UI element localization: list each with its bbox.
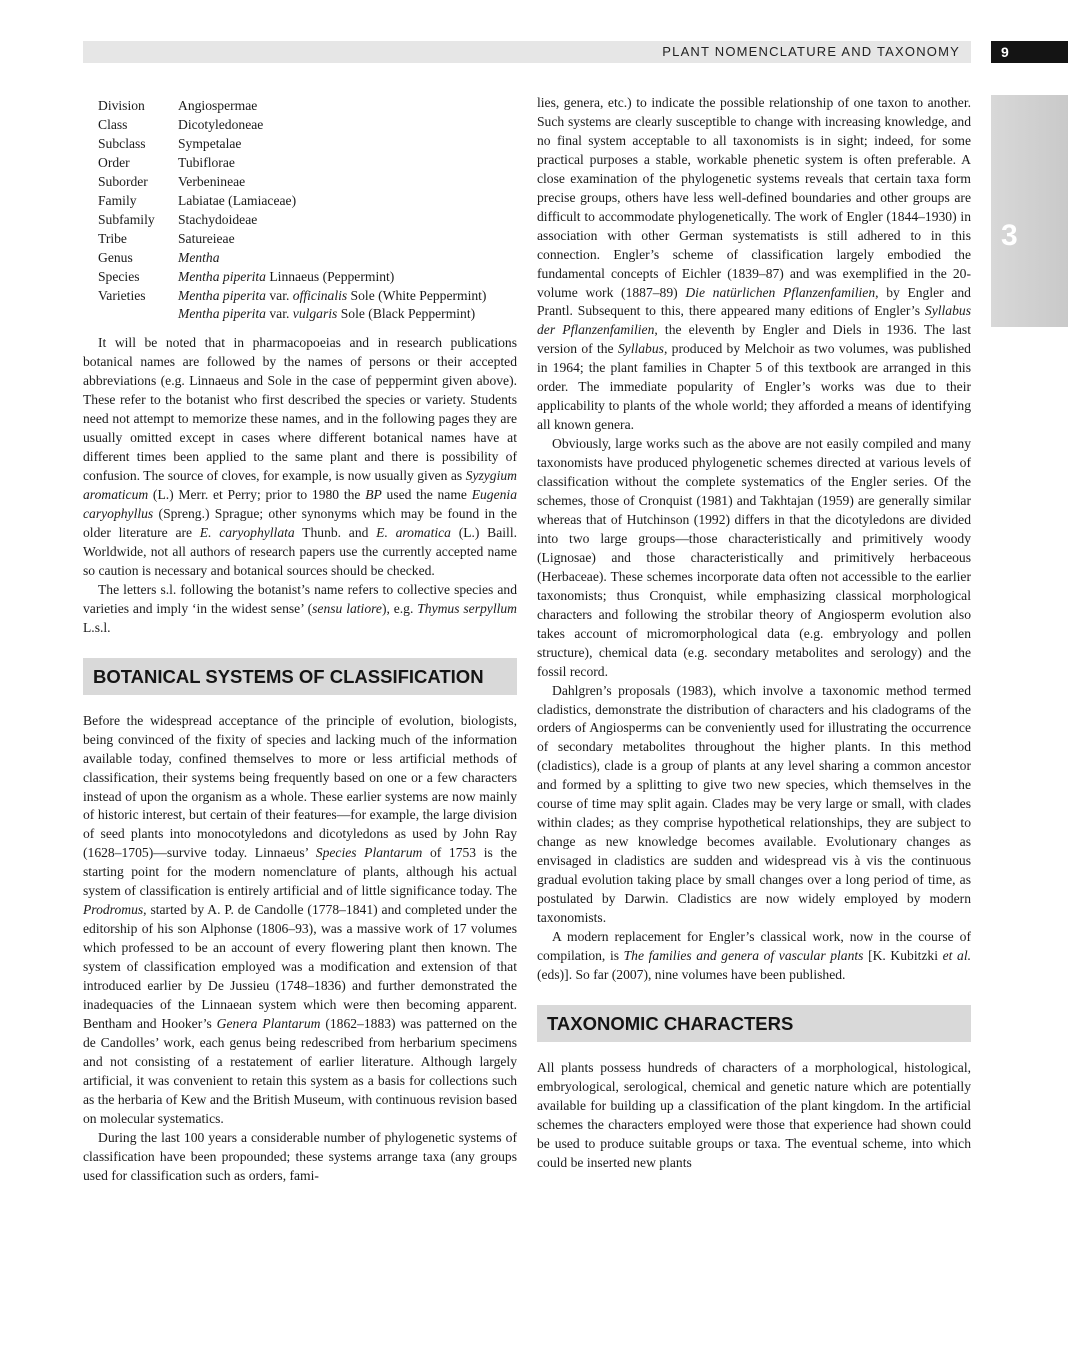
left-column: [83, 94, 517, 1186]
running-head: PLANT NOMENCLATURE AND TAXONOMY: [662, 44, 960, 59]
rank-label: Subclass: [98, 135, 146, 151]
classification-row: [98, 305, 486, 324]
classification-row: [98, 97, 486, 116]
taxon-name: Dicotyledoneae: [178, 116, 264, 132]
rank-label: Tribe: [98, 230, 127, 246]
section-heading-taxonomic-characters: TAXONOMIC CHARACTERS: [537, 1005, 971, 1042]
chapter-tab: [991, 95, 1068, 327]
classification-row: [98, 268, 486, 287]
taxon-name: Mentha piperita var. officinalis Sole (White Peppermint): [178, 287, 487, 303]
paragraph-botanical-names: It will be noted that in pharmacopoeias and in research publications botanical names are followed by the names of persons or their accepted abbreviations (e.g. Linnaeus and Sole in the case of peppermint given above). These refer to the botanist who first described the species or variety. Students need not attempt to memorize these names, and in the following pages they are usually omitted except in cases where different botanical names have at different times been applied to the same plant and there is possibility of confusion. The source of cloves, for example, is now usually given as Syzygium aromaticum (L.) Merr. et Perry; prior to 1980 the BP used the name Eugenia caryophyllus (Spreng.) Sprague; other synonyms which may be found in the older literature are E. caryophyllata Thunb. and E. aromatica (L.) Baill. Worldwide, not all authors of research papers use the currently accepted name so caution is necessary and botanical sources should be checked.: [83, 335, 518, 578]
rank-label: Family: [98, 192, 137, 208]
rank-label: Division: [98, 98, 145, 113]
classification-row: [98, 287, 486, 306]
rank-label: Order: [98, 154, 130, 170]
rank-label: Species: [98, 268, 140, 284]
taxon-name: Mentha piperita var. vulgaris Sole (Black Peppermint): [178, 306, 476, 322]
classification-row: [98, 230, 486, 249]
taxon-name: Stachydoideae: [178, 211, 258, 227]
taxon-name: Angiospermae: [178, 98, 258, 113]
classification-row: [98, 249, 486, 268]
paragraph-phylogenetic-systems: During the last 100 years a considerable number of phylogenetic systems of classification have been propounded; these systems arrange taxa (any groups used for classification such as orders, fami-: [83, 1129, 517, 1183]
rank-label: Subfamily: [98, 211, 155, 227]
paragraph-kubitzki: A modern replacement for Engler’s classical work, now in the course of compilation, is The families and genera of vascular plants [K. Kubitzki et al. (eds)]. So far (2007), nine volumes have been published.: [537, 928, 971, 982]
paragraph-cronquist: Obviously, large works such as the above are not easily compiled and many taxonomists have produced phylogenetic schemes directed at various levels of classification without the complete systematics of the Engler series. Of the schemes, those of Cronquist (1981) and Takhtajan (1959) are generally similar whereas that of Hutchinson (1992) differs in that the dicotyledons are divided into two large groups—those characteristically and primitively woody (Lignosae) and those characteristically and primitively herbaceous (Herbaceae). These schemes incorporate data often not accessible to the earlier taxonomists; thus Cronquist, while emphasizing classical morphological characters and following the strobilar theory of Angiosperm evolution also takes account of micromorphological data (e.g. embryology and pollen structure), chemical data (e.g. secondary metabolites and serology) and the fossil record.: [537, 436, 971, 679]
taxon-name: Mentha piperita Linnaeus (Peppermint): [178, 268, 395, 284]
taxon-name: Labiatae (Lamiaceae): [178, 192, 297, 208]
page-number: 9: [991, 41, 1068, 63]
rank-label: [98, 305, 178, 324]
rank-label: Class: [98, 116, 128, 132]
classification-table: [98, 97, 486, 324]
paragraph-early-systems: Before the widespread acceptance of the principle of evolution, biologists, being convinced of the fixity of species and lacking much of the information available today, confined themselves to more or less artificial methods of classification, their systems being frequently based on one or a few characters instead of upon the organism as a whole. These earlier systems are now mainly of historic interest, but certain of their features—for example, the large division of seed plants into monocotyledons and dicotyledons as used by John Ray (1628–1705)—survive today. Linnaeus’ Species Plantarum of 1753 is the starting point for the modern nomenclature of plants, although his actual system of classification is entirely artificial and of little significance today. The Prodromus, started by A. P. de Candolle (1778–1841) and completed under the editorship of his son Alphonse (1806–93), was a massive work of 17 volumes which professed to be an account of every flowering plant then known. The system of classification employed was a modification and extension of that introduced earlier by De Jussieu (1748–1836) and further demonstrated the inadequacies of the Linnaean system which were then becoming apparent. Bentham and Hooker’s Genera Plantarum (1862–1883) was patterned on the de Candolles’ work, each genus being redescribed from herbarium specimens and not consisting of a restatement of earlier literature. Although largely artificial, it was convenient to retain this system as a basis for collections such as the herbaria of Kew and the British Museum, with continuous revision based on molecular systematics.: [83, 712, 518, 1126]
classification-row: [98, 135, 486, 154]
classification-row: [98, 192, 486, 211]
taxon-name: Verbenineae: [178, 173, 246, 189]
chapter-number: 3: [1001, 219, 1018, 252]
paragraph-cladistics: Dahlgren’s proposals (1983), which involve a taxonomic method termed cladistics, demonstrate the distribution of characters and his cladograms of the orders of Angiosperms can be conveniently used for illustrating the occurrence of secondary metabolites throughout the higher plants. In this method (cladistics), clade is a group of plants at any level sharing a common ancestor and formed by a splitting to give two new species, which themselves in the course of time may split again. Clades may be very large or small, with clades within clades; as they comprise hypothetical relationships, they are subject to change as new knowledge becomes available. Evolutionary changes as envisaged in cladistics are sudden and widespread vis à vis the continuous gradual evolution taking place by small changes over a long period of time, as postulated by Darwin. Cladistics are now widely employed by modern taxonomists.: [537, 682, 971, 925]
section-heading-botanical-systems: BOTANICAL SYSTEMS OF CLASSIFICATION: [83, 658, 517, 695]
taxon-name: Satureieae: [178, 230, 235, 246]
rank-label: Suborder: [98, 173, 148, 189]
classification-row: [98, 154, 486, 173]
paragraph-characters: All plants possess hundreds of characters of a morphological, histological, embryological, serological, chemical and genetic nature which are potentially available for building up a classification of the plant kingdom. In the artificial schemes the characters employed were those that experience had shown could be used to produce suitable groups or taxa. The eventual scheme, into which could be inserted new plants: [537, 1059, 971, 1170]
classification-row: [98, 173, 486, 192]
rank-label: Genus: [98, 249, 133, 265]
paragraph-sensu-latiore: The letters s.l. following the botanist’s name refers to collective species and varieties and imply ‘in the widest sense’ (sensu latiore), e.g. Thymus serpyllum L.s.l.: [83, 581, 517, 635]
taxon-name: Sympetalae: [178, 135, 242, 151]
rank-label: Varieties: [98, 287, 146, 303]
taxon-name: Mentha: [178, 249, 220, 265]
taxon-name: Tubiflorae: [178, 154, 235, 170]
classification-row: [98, 116, 486, 135]
right-column: [537, 94, 971, 1173]
paragraph-engler: lies, genera, etc.) to indicate the possible relationship of one taxon to another. Such systems are clearly susceptible to change with increasing knowledge, and no final system acceptable to all taxonomists is in sight; indeed, for some practical purposes a stable, workable phenetic system is often preferable. A close examination of the phylogenetic systems reveals that certain taxa form precise groups, others have less well-defined boundaries and other groups are difficult to accommodate phylogenetically. The work of Engler (1844–1930) in association with other German systematists is still adhered to in this connection. Engler’s scheme of classification largely embodied the fundamental concepts of Eichler (1839–87) and was exemplified in the 20-volume work (1887–89) Die natürlichen Pflanzenfamilien, by Engler and Prantl. Subsequent to this, there appeared many editions of Engler’s Syllabus der Pflanzenfamilien, the eleventh by Engler and Diels in 1936. The last version of the Syllabus, produced by Melchoir as two volumes, was published in 1964; the plant families in Chapter 5 of this textbook are arranged in this order. The immediate popularity of Engler’s works was due to their applicability to plants of the whole world; they afforded a means of identifying all known genera.: [537, 95, 971, 433]
classification-row: [98, 211, 486, 230]
